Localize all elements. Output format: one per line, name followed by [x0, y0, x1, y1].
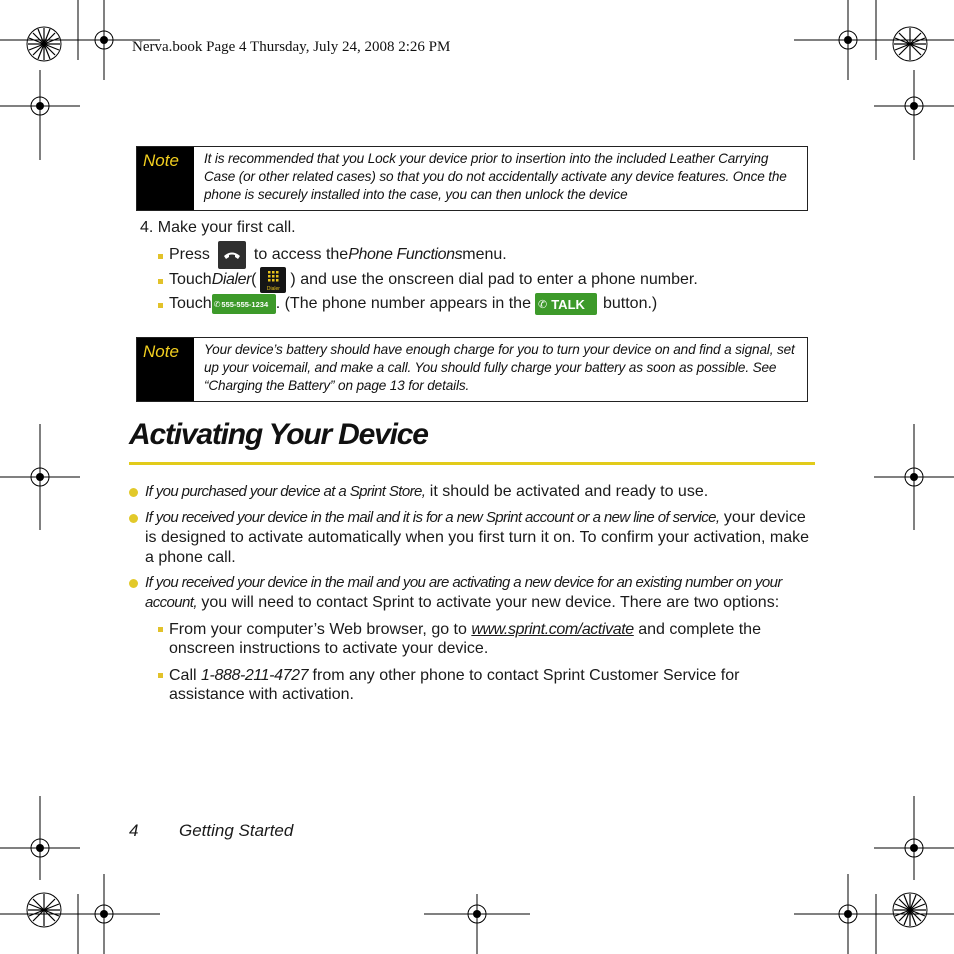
talk-button-icon: ✆ TALK: [535, 293, 597, 315]
step-touch-number: Touch ✆ 555-555-1234 . (The phone number appears in the ✆ TALK button.): [158, 293, 657, 315]
note-box-lock: [136, 146, 808, 211]
section-rule: [129, 462, 815, 465]
phone-handset-icon: ✆: [537, 298, 548, 311]
phone-functions-menu-name: Phone Functions: [348, 246, 463, 263]
bullet-sprint-store: If you purchased your device at a Sprint Store, it should be activated and ready to use.: [129, 482, 819, 502]
phone-handset-icon: ✆: [213, 299, 221, 309]
phone-handset-icon: [218, 241, 246, 269]
customer-service-phone: 1-888-211-4727: [201, 667, 309, 684]
note-text: Your device’s battery should have enough charge for you to turn your device on and find a signal, set up your voicemail, and make a call. You should fully charge your battery as soon as possible. See “Charging the Battery” on page 13 for details.: [204, 342, 795, 393]
phone-number-key-icon: ✆ 555-555-1234: [212, 294, 276, 314]
square-bullet: [158, 303, 163, 308]
note-text: It is recommended that you Lock your device prior to insertion into the included Leather Carrying Case (or other related cases) so that you do not accidentally activate any device features. Once the phone is securely installed into the case, you can then unlock the device: [204, 151, 787, 202]
square-bullet: [158, 279, 163, 284]
round-bullet: [129, 579, 138, 588]
note-box-battery: [136, 337, 808, 402]
bullet-mail-new-account: If you received your device in the mail and it is for a new Sprint account or a new line of service, your device is designed to activate automatically when you first turn it on. To confirm your activation, make a phone call.: [129, 508, 819, 568]
footer-section-title: Getting Started: [179, 821, 294, 840]
dialer-keypad-icon: Dialer: [260, 267, 286, 293]
step-4: 4. Make your first call.: [140, 219, 296, 236]
dialer-name: Dialer: [211, 271, 252, 288]
page-number: 4: [129, 821, 139, 840]
note-label: Note: [137, 338, 194, 401]
option-call-customer-service: Call 1-888-211-4727 from any other phone to contact Sprint Customer Service for assistance with activation.: [158, 666, 798, 704]
round-bullet: [129, 514, 138, 523]
step-press-phone: Press to access the Phone Functions menu.: [158, 241, 507, 269]
square-bullet: [158, 673, 163, 678]
note-label: Note: [137, 147, 194, 210]
square-bullet: [158, 627, 163, 632]
step-touch-dialer: Touch Dialer ( Dialer ) and use the onscreen dial pad to enter a phone number.: [158, 267, 698, 293]
section-title: Activating Your Device: [129, 418, 428, 451]
round-bullet: [129, 488, 138, 497]
bullet-mail-existing-number: If you received your device in the mail and you are activating a new device for an existing number on your account, you will need to contact Sprint to activate your new device. There are two options:: [129, 573, 819, 613]
option-web-activation: From your computer’s Web browser, go to www.sprint.com/activate and complete the onscreen instructions to activate your device.: [158, 620, 798, 658]
activation-link[interactable]: www.sprint.com/activate: [471, 621, 634, 638]
book-header-stamp: Nerva.book Page 4 Thursday, July 24, 2008 2:26 PM: [132, 39, 451, 55]
square-bullet: [158, 254, 163, 259]
